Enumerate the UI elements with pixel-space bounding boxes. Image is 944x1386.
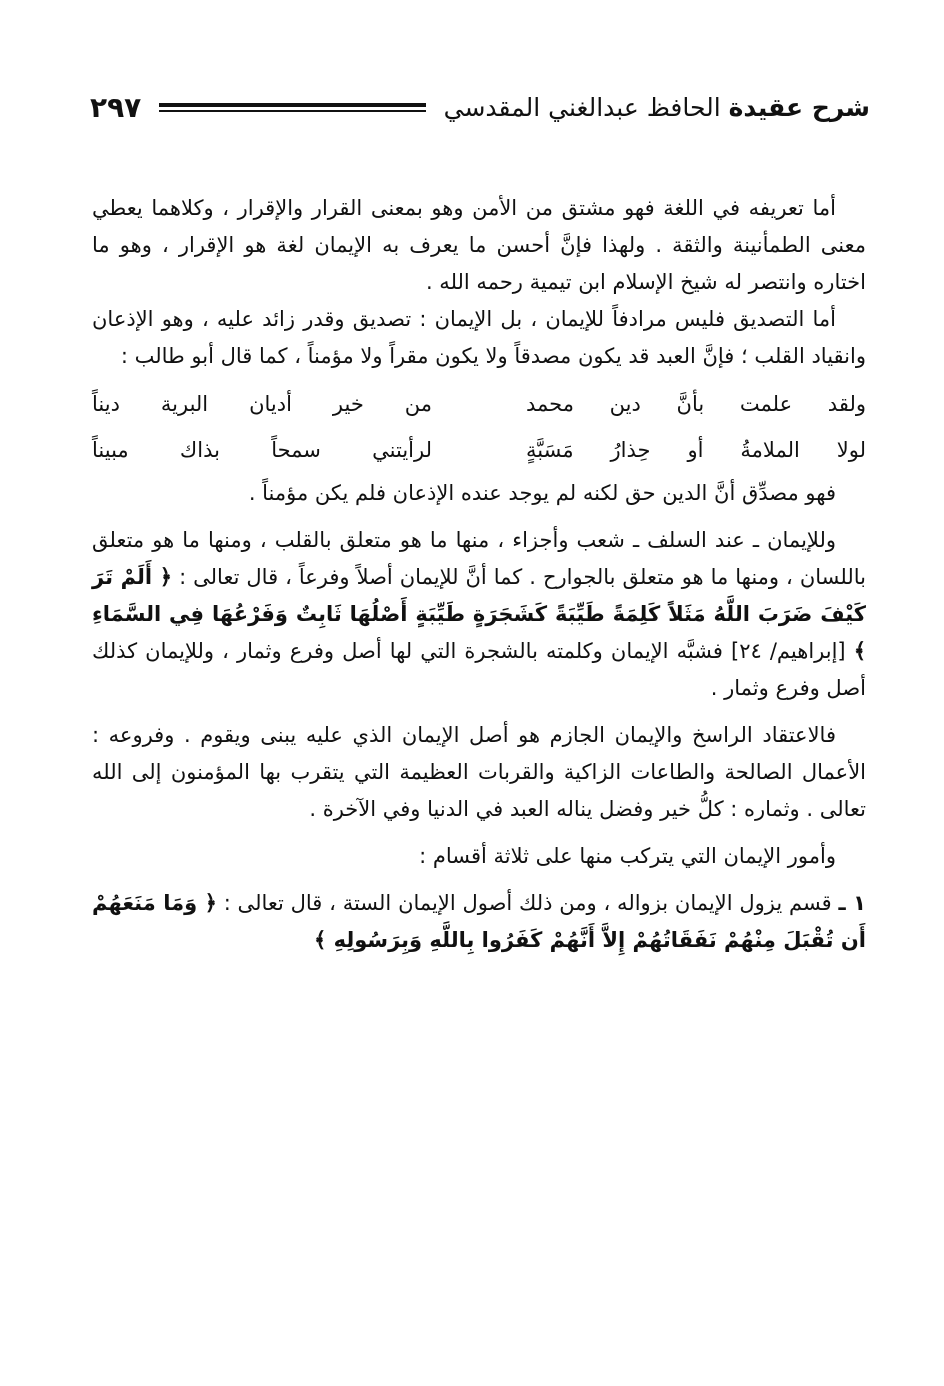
paragraph-musaddiq: فهو مصدِّق أنَّ الدين حق لكنه لم يوجد عنده الإذعان فلم يكن مؤمناً . bbox=[248, 481, 836, 505]
header-rule-thin bbox=[159, 110, 425, 112]
running-title-bold: شرح عقيدة bbox=[728, 92, 870, 122]
page-header bbox=[90, 82, 870, 132]
poem-verse-2 bbox=[92, 427, 866, 473]
paragraph-section-one bbox=[92, 885, 866, 959]
running-title bbox=[444, 93, 870, 122]
paragraph-roots-fruits: فالاعتقاد الراسخ والإيمان الجازم هو أصل الإيمان الذي عليه يبنى ويقوم . وفروعه : الأعمال الصالحة والطاعات الزاكية والقربات العظيمة التي يتقرب بها المؤمنون إلى الله تعالى . وثماره : كلُّ خير وفضل يناله العبد في الدنيا وفي الآخرة . bbox=[92, 723, 866, 821]
poem-verse-1-second: من خير أديان البرية ديناً bbox=[92, 391, 432, 416]
poem-verse-1 bbox=[92, 381, 866, 427]
section-one-text: قسم يزول الإيمان بزواله ، ومن ذلك أصول الإيمان الستة ، قال تعالى : bbox=[223, 891, 832, 915]
poem-verse-2-second: لرأيتني سمحاً بذاك مبيناً bbox=[92, 437, 432, 462]
section-number: ١ ـ bbox=[838, 891, 866, 915]
page-number: ٢٩٧ bbox=[90, 90, 142, 124]
paragraph-lexical-definition: أما تعريفه في اللغة فهو مشتق من الأمن وهو بمعنى القرار والإقرار ، وكلاهما يعطي معنى الطمأنينة والثقة . ولهذا فإنَّ أحسن ما يعرف به الإيمان لغة هو الإقرار ، وهو ما اختاره وانتصر له شيخ الإسلام ابن تيمية رحمه الله . bbox=[92, 196, 866, 294]
header-rule bbox=[159, 103, 425, 112]
poem-verse-2-first: لولا الملامةُ أو حِذارُ مَسَبَّةٍ bbox=[526, 437, 866, 462]
paragraph-tasdiq: أما التصديق فليس مرادفاً للإيمان ، بل الإيمان : تصديق وقدر زائد عليه ، وهو الإذعان وانقياد القلب ؛ فإنَّ العبد قد يكون مصدقاً ولا يكون مقراً ولا مؤمناً ، كما قال أبو طالب : bbox=[92, 307, 866, 368]
page-body bbox=[92, 190, 866, 959]
paragraph-branches-citation: [إبراهيم/ ٢٤] فشبَّه الإيمان وكلمته بالشجرة التي لها أصل وفرع وثمار ، وللإيمان كذلك أصل وفرع وثمار . bbox=[92, 639, 866, 700]
quran-verse-ibrahim: ﴿ أَلَمْ تَرَ كَيْفَ ضَرَبَ اللَّهُ مَثَلاً كَلِمَةً طَيِّبَةً كَشَجَرَةٍ طَيِّبَةٍ أَصْلُهَا ثَابِتٌ وَفَرْعُهَا فِي السَّمَاءِ ﴾ bbox=[92, 565, 866, 663]
running-title-rest: الحافظ عبدالغني المقدسي bbox=[443, 92, 721, 122]
poem-verse-1-first: ولقد علمت بأنَّ دين محمد bbox=[526, 391, 866, 416]
paragraph-branches bbox=[92, 522, 866, 707]
poem bbox=[92, 381, 866, 473]
paragraph-three-sections: وأمور الإيمان التي يتركب منها على ثلاثة أقسام : bbox=[419, 844, 836, 868]
quran-verse-tawbah: ﴿ وَمَا مَنَعَهُمْ أَن تُقْبَلَ مِنْهُمْ نَفَقَاتُهُمْ إِلاَّ أَنَّهُمْ كَفَرُوا بِاللَّهِ وَبِرَسُولِهِ ﴾ bbox=[92, 891, 866, 952]
paragraph-branches-text: وللإيمان ـ عند السلف ـ شعب وأجزاء ، منها ما هو متعلق بالقلب ، ومنها ما هو متعلق باللسان ، ومنها ما هو متعلق بالجوارح . كما أنَّ للإيمان أصلاً وفرعاً ، قال تعالى : bbox=[92, 528, 866, 589]
header-rule-thick bbox=[159, 103, 425, 107]
